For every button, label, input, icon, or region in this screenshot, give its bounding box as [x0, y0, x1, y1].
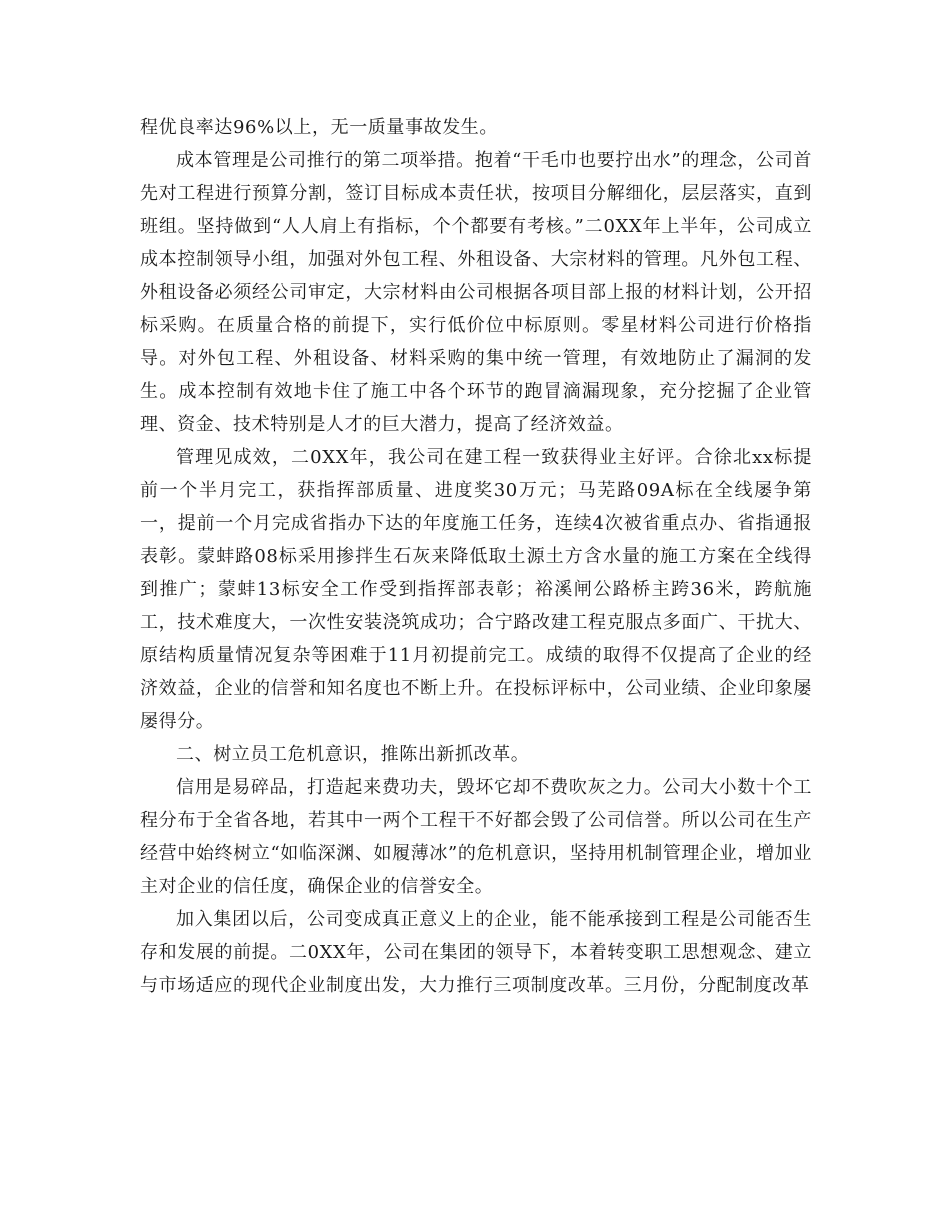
- paragraph-management-results: 管理见成效，二0XX年，我公司在建工程一致获得业主好评。合徐北xx标提前一个半月完工，获指挥部质量、进度奖30万元；马芜路09A标在全线屡争第一，提前一个月完成省指办下达的年度施工任务，连续4次被省重点办、省指通报表彰。蒙蚌路08标采用掺拌生石灰来降低取土源土方含水量的施工方案在全线得到推广；蒙蚌13标安全工作受到指挥部表彰；裕溪闸公路桥主跨36米，跨航施工，技术难度大，一次性安装浇筑成功；合宁路改建工程克服点多面广、干扰大、原结构质量情况复杂等困难于11月初提前完工。成绩的取得不仅提高了企业的经济效益，企业的信誉和知名度也不断上升。在投标评标中，公司业绩、企业印象屡屡得分。: [140, 447, 812, 732]
- paragraph-credit: 信用是易碎品，打造起来费功夫，毁坏它却不费吹灰之力。公司大小数十个工程分布于全省各地，若其中一两个工程干不好都会毁了公司信誉。所以公司在生产经营中始终树立“如临深渊、如履薄冰”的危机意识，坚持用机制管理企业，增加业主对企业的信任度，确保企业的信誉安全。: [140, 777, 812, 897]
- paragraph-quality-continued: 程优良率达96%以上，无一质量事故发生。: [140, 117, 499, 138]
- document-body: [140, 111, 812, 1002]
- section-heading-crisis-awareness: 二、树立员工危机意识，推陈出新抓改革。: [176, 744, 530, 765]
- paragraph-reform: 加入集团以后，公司变成真正意义上的企业，能不能承接到工程是公司能否生存和发展的前提。二0XX年，公司在集团的领导下，本着转变职工思想观念、建立与市场适应的现代企业制度出发，大力推行三项制度改革。三月份，分配制度改革: [140, 909, 812, 996]
- paragraph-cost-management: 成本管理是公司推行的第二项举措。抱着“干毛巾也要拧出水”的理念，公司首先对工程进行预算分割，签订目标成本责任状，按项目分解细化，层层落实，直到班组。坚持做到“人人肩上有指标，个个都要有考核。”二0XX年上半年，公司成立成本控制领导小组，加强对外包工程、外租设备、大宗材料的管理。凡外包工程、外租设备必须经公司审定，大宗材料由公司根据各项目部上报的材料计划，公开招标采购。在质量合格的前提下，实行低价位中标原则。零星材料公司进行价格指导。对外包工程、外租设备、材料采购的集中统一管理，有效地防止了漏洞的发生。成本控制有效地卡住了施工中各个环节的跑冒滴漏现象，充分挖掘了企业管理、资金、技术特别是人才的巨大潜力，提高了经济效益。: [140, 150, 812, 435]
